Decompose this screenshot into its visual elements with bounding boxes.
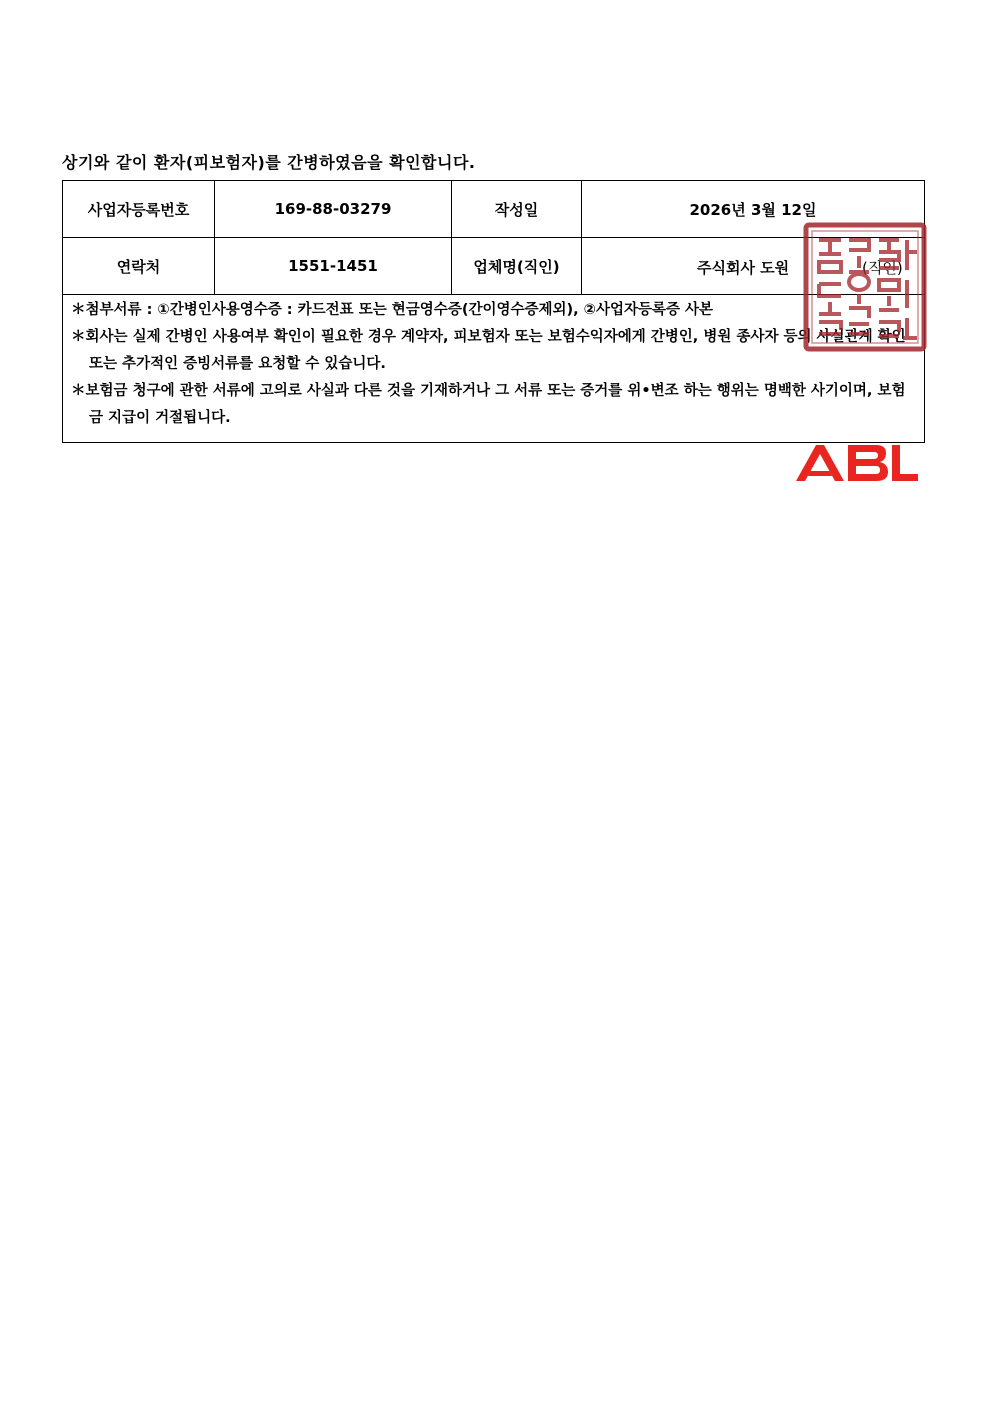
date-value: 2026년 3월 12일	[582, 181, 925, 238]
company-name-cell	[582, 238, 925, 295]
abl-logo	[796, 443, 918, 483]
date-label: 작성일	[452, 181, 582, 238]
company-name-value: 주식회사 도원	[697, 259, 790, 277]
notes-cell	[63, 295, 925, 443]
seal-label: (직인)	[862, 259, 903, 277]
business-number-value: 169-88-03279	[215, 181, 452, 238]
caregiver-info-table	[62, 180, 925, 443]
table-row	[63, 238, 925, 295]
table-row	[63, 181, 925, 238]
confirmation-statement: 상기와 같이 환자(피보험자)를 간병하였음을 확인합니다.	[62, 153, 476, 172]
note-fraud-warning: ＊보험금 청구에 관한 서류에 고의로 사실과 다른 것을 기재하거나 그 서류 또는 증거를 위•변조 하는 행위는 명백한 사기이며, 보험금 지급이 거절됩니다.	[71, 383, 906, 426]
contact-label: 연락처	[63, 238, 215, 295]
note-attachments: ＊첨부서류 : ①간병인사용영수증 : 카드전표 또는 현금영수증(간이영수증제외), ②사업자등록증 사본	[71, 302, 714, 318]
table-row	[63, 295, 925, 443]
contact-value: 1551-1451	[215, 238, 452, 295]
note-verification: ＊회사는 실제 간병인 사용여부 확인이 필요한 경우 계약자, 피보험자 또는 보험수익자에게 간병인, 병원 종사자 등의 사실관계 확인 또는 추가적인 증빙서류를 요청할 수 있습니다.	[71, 329, 906, 372]
company-name-label: 업체명(직인)	[452, 238, 582, 295]
business-number-label: 사업자등록번호	[63, 181, 215, 238]
